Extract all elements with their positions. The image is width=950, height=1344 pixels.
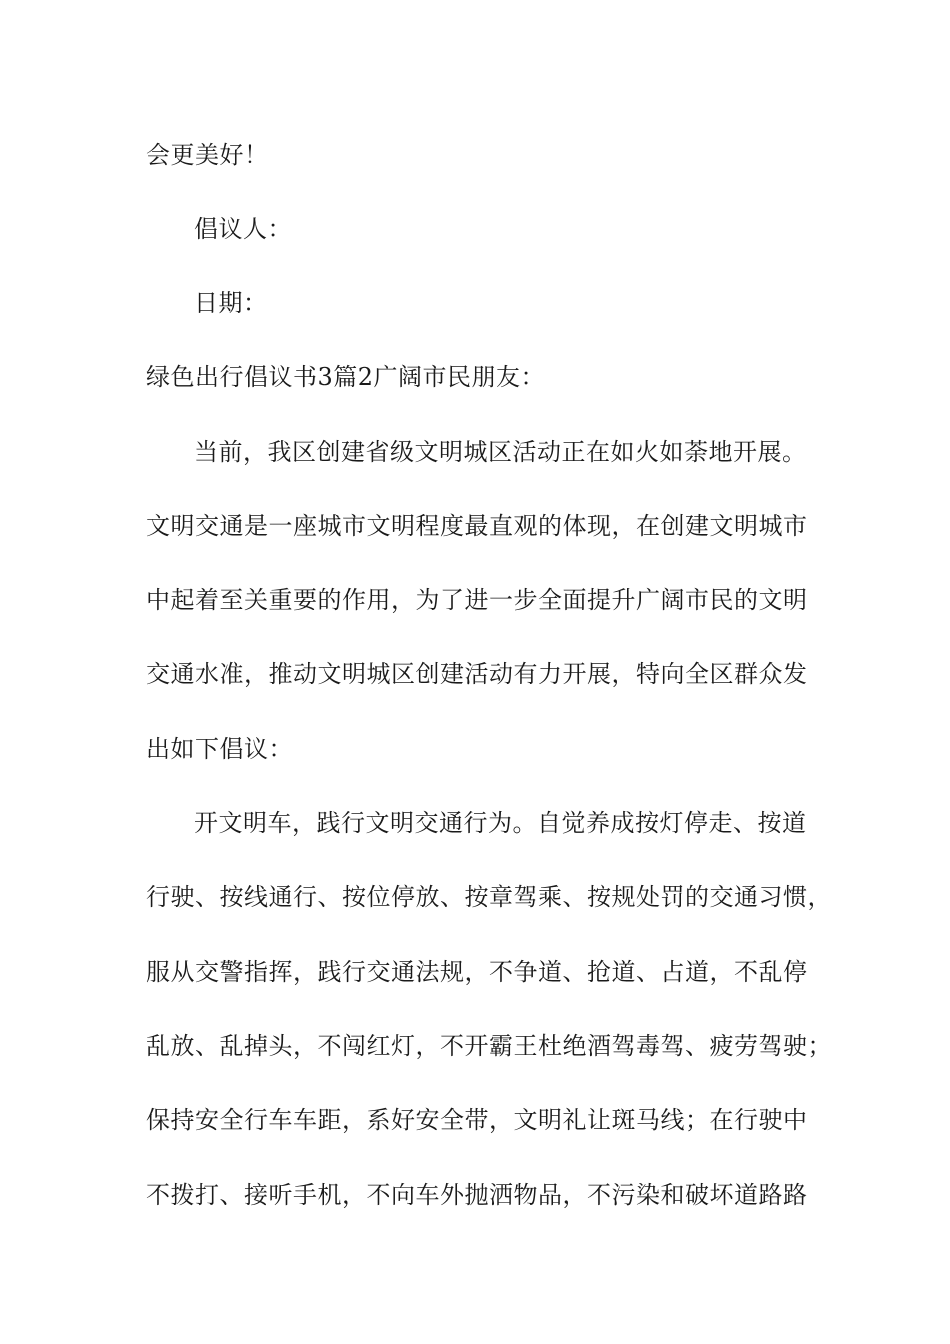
paragraph-line: 会更美好！ [146, 141, 269, 169]
date-label: 日期： [194, 289, 268, 317]
paragraph-line: 中起着至关重要的作用，为了进一步全面提升广阔市民的文明 [146, 586, 808, 614]
paragraph-line: 服从交警指挥，践行交通法规，不争道、抢道、占道，不乱停 [146, 958, 808, 986]
paragraph-line: 交通水准，推动文明城区创建活动有力开展，特向全区群众发 [146, 660, 808, 688]
section-heading: 绿色出行倡议书3篇2广阔市民朋友： [146, 363, 546, 391]
paragraph-line: 文明交通是一座城市文明程度最直观的体现，在创建文明城市 [146, 512, 808, 540]
initiator-label: 倡议人： [194, 215, 292, 243]
paragraph-line: 乱放、乱掉头，不闯红灯，不开霸王杜绝酒驾毒驾、疲劳驾驶； [146, 1032, 832, 1060]
paragraph-line: 行驶、按线通行、按位停放、按章驾乘、按规处罚的交通习惯， [146, 883, 832, 911]
paragraph-line: 开文明车，践行文明交通行为。自觉养成按灯停走、按道 [194, 809, 807, 837]
paragraph-line: 当前，我区创建省级文明城区活动正在如火如荼地开展。 [194, 438, 807, 466]
paragraph-line: 出如下倡议： [146, 735, 293, 763]
paragraph-line: 不拨打、接听手机，不向车外抛洒物品，不污染和破坏道路路 [146, 1181, 808, 1209]
paragraph-line: 保持安全行车车距，系好安全带，文明礼让斑马线；在行驶中 [146, 1106, 808, 1134]
